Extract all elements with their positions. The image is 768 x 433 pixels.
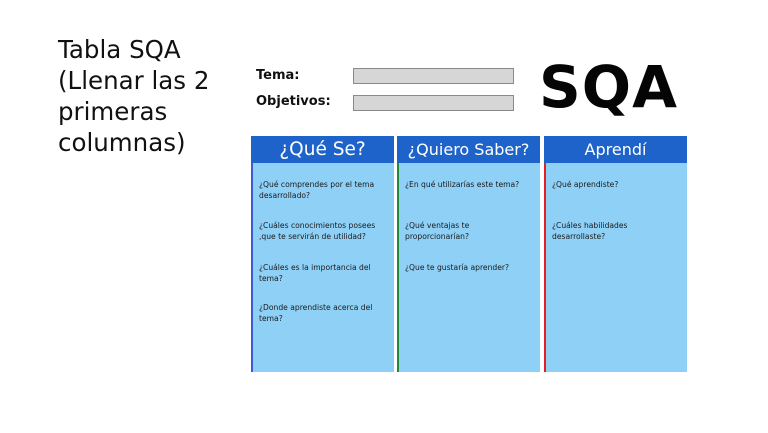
column-accent-line [397,163,399,372]
sqa-logo-text: SQA [539,53,678,121]
column-aprendi [544,136,687,372]
sqa-worksheet [234,52,708,378]
question-item: ¿Cuáles conocimientos posees ,que te servirán de utilidad? [259,221,376,241]
objetivos-label: Objetivos: [256,94,331,109]
question-item: ¿En qué utilizarías este tema? [405,180,520,189]
question-item: ¿Qué comprendes por el tema desarrollado? [259,180,375,200]
column-header: ¿Qué Se? [251,136,394,163]
column-header: ¿Quiero Saber? [397,136,540,163]
column-accent-line [251,163,253,372]
slide-title: Tabla SQA (Llenar las 2 primeras columnas) [58,35,210,157]
question-item: ¿Cuáles habilidades desarrollaste? [552,221,628,241]
tema-label: Tema: [256,68,300,83]
column-accent-line [544,163,546,372]
column-quiero-saber [397,136,540,372]
question-item: ¿Qué aprendiste? [552,180,619,189]
question-item: ¿Donde aprendiste acerca del tema? [259,303,373,323]
question-item: ¿Cuáles es la importancia del tema? [259,263,371,283]
column-que-se [251,136,394,372]
objetivos-field[interactable] [353,95,514,111]
question-item: ¿Que te gustaría aprender? [405,263,510,272]
question-item: ¿Qué ventajas te proporcionarían? [405,221,470,241]
column-header: Aprendí [544,136,687,163]
tema-field[interactable] [353,68,514,84]
